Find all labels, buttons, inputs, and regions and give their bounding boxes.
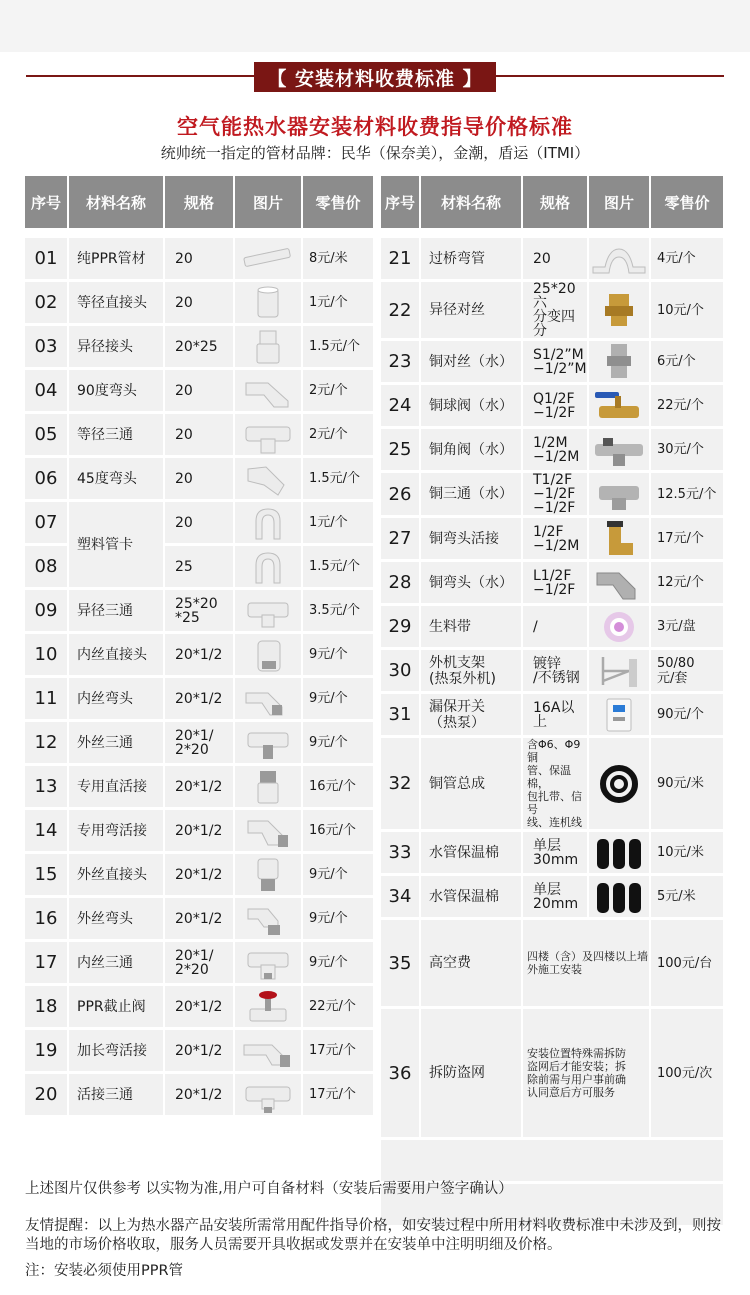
item-picture [235,1030,301,1071]
item-picture [235,810,301,851]
item-spec: 20 [165,282,233,323]
item-number: 32 [381,738,419,829]
bridge-bend-icon [589,239,649,279]
item-spec: 20 [165,370,233,411]
item-name: PPR截止阀 [69,986,163,1027]
table-row [25,282,373,323]
stop-valve-icon [238,987,298,1027]
table-row [381,920,723,1006]
item-number: 17 [25,942,67,983]
item-number: 34 [381,876,419,917]
item-picture [235,722,301,763]
item-name: 异径三通 [69,590,163,631]
item-spec: L1/2F −1/2F [523,562,587,603]
header-price: 零售价 [651,176,723,228]
item-name: 外丝直接头 [69,854,163,895]
item-price: 2元/个 [303,370,373,411]
brass-reducer-icon [589,290,649,330]
copper-tee-icon [589,474,649,514]
long-elbow-union-icon [238,1031,298,1071]
item-number: 04 [25,370,67,411]
item-picture [235,1074,301,1115]
item-number: 11 [25,678,67,719]
item-price: 30元/个 [651,429,723,470]
pipe-clip-icon [238,547,298,587]
table-row [381,650,723,691]
item-spec: 20 [523,238,587,279]
item-picture [235,282,301,323]
item-number: 12 [25,722,67,763]
item-name: 过桥弯管 [421,238,521,279]
item-number: 26 [381,473,419,515]
item-name: 外丝三通 [69,722,163,763]
item-number: 29 [381,606,419,647]
item-number: 05 [25,414,67,455]
table-row [25,414,373,455]
item-price: 1.5元/个 [303,326,373,367]
male-coupling-icon [238,855,298,895]
item-number: 27 [381,518,419,559]
item-number: 01 [25,238,67,279]
table-row [381,429,723,470]
item-name: 专用弯活接 [69,810,163,851]
table-row [381,473,723,515]
item-picture [589,518,649,559]
table-row [25,238,373,279]
item-number: 22 [381,282,419,338]
item-price: 9元/个 [303,722,373,763]
item-picture [235,326,301,367]
item-spec: 含Φ6、Φ9铜 管、保温棉， 包扎带、信号 线、连机线 [523,738,587,829]
item-number: 33 [381,832,419,873]
header-spec: 规格 [523,176,587,228]
item-spec: 20 [165,502,233,543]
ppr-pipe-icon [238,239,298,279]
item-name: 外机支架 (热泵外机) [421,650,521,691]
item-picture [589,562,649,603]
item-name: 铜角阀（水） [421,429,521,470]
item-spec: 四楼（含）及四楼以上墙 外施工安装 [523,920,649,1006]
item-name: 活接三通 [69,1074,163,1115]
item-spec: 20 [165,458,233,499]
footer-reminder: 友情提醒：以上为热水器产品安装所需常用配件指导价格，如安装过程中所用材料收费标准中未涉及到，则按当地的市场价格收取，服务人员需要开具收据或发票并在安装单中注明明细及价格。 [25,1218,721,1253]
item-number: 02 [25,282,67,323]
item-number: 16 [25,898,67,939]
item-picture [589,429,649,470]
elbow-union-icon [238,811,298,851]
item-spec: S1/2”M −1/2”M [523,341,587,382]
item-picture [235,414,301,455]
footer-disclaimer: 上述图片仅供参考 以实物为准,用户可自备材料（安装后需要用户签字确认） [25,1181,513,1197]
item-number: 10 [25,634,67,675]
item-name: 铜弯头活接 [421,518,521,559]
item-price: 8元/米 [303,238,373,279]
item-price: 90元/个 [651,694,723,735]
item-spec: 镀锌 /不锈钢 [523,650,587,691]
item-name: 铜三通（水） [421,473,521,515]
item-number: 30 [381,650,419,691]
item-name: 内丝三通 [69,942,163,983]
tee-icon [238,415,298,455]
item-number: 13 [25,766,67,807]
item-picture [589,282,649,338]
item-spec: 25*20六 分变四分 [523,282,587,338]
item-spec: 16A以上 [523,694,587,735]
item-spec: 20*1/2 [165,898,233,939]
item-name: 外丝弯头 [69,898,163,939]
item-name: 专用直活接 [69,766,163,807]
item-number: 07 [25,502,67,543]
item-spec: 25*20 *25 [165,590,233,631]
top-band [0,0,750,52]
item-picture [235,502,301,543]
item-picture [235,634,301,675]
item-price: 22元/个 [651,385,723,426]
item-name: 生料带 [421,606,521,647]
table-row [25,766,373,807]
item-picture [589,385,649,426]
table-row [25,678,373,719]
item-price: 12.5元/个 [651,473,723,515]
copper-elbow-icon [589,563,649,603]
header-pic: 图片 [589,176,649,228]
item-spec: 20*1/2 [165,810,233,851]
table-row [25,986,373,1027]
item-price: 9元/个 [303,942,373,983]
item-price: 16元/个 [303,810,373,851]
ball-valve-icon [589,386,649,426]
item-price: 90元/米 [651,738,723,829]
item-spec: 20 [165,238,233,279]
item-number: 19 [25,1030,67,1071]
item-price: 4元/个 [651,238,723,279]
item-name: 塑料管卡 [69,502,163,587]
section-banner: 【 安装材料收费标准 】 [254,62,496,92]
item-price: 17元/个 [651,518,723,559]
item-name: 内丝弯头 [69,678,163,719]
item-spec: 25 [165,546,233,587]
header-name: 材料名称 [69,176,163,228]
item-spec: 20*1/ 2*20 [165,722,233,763]
header-spec: 规格 [165,176,233,228]
header-no: 序号 [25,176,67,228]
header-no: 序号 [381,176,419,228]
item-price: 22元/个 [303,986,373,1027]
item-price: 6元/个 [651,341,723,382]
item-picture [235,942,301,983]
header-pic: 图片 [235,176,301,228]
item-name: 水管保温棉 [421,876,521,917]
item-spec: 20*25 [165,326,233,367]
item-picture [589,876,649,917]
item-price: 9元/个 [303,854,373,895]
table-row [381,738,723,829]
table-row [381,341,723,382]
item-spec: 20*1/2 [165,1074,233,1115]
item-spec: 20*1/2 [165,854,233,895]
straight-coupling-icon [238,283,298,323]
item-name: 加长弯活接 [69,1030,163,1071]
bracket-icon [589,651,649,691]
male-elbow-icon [238,899,298,939]
table-row [25,1030,373,1071]
item-number: 18 [25,986,67,1027]
item-name: 等径三通 [69,414,163,455]
item-number: 20 [25,1074,67,1115]
item-number: 28 [381,562,419,603]
item-picture [589,341,649,382]
item-spec: / [523,606,587,647]
item-number: 14 [25,810,67,851]
item-price: 9元/个 [303,898,373,939]
item-picture [235,854,301,895]
elbow-90-icon [238,371,298,411]
item-spec: 1/2F −1/2M [523,518,587,559]
item-picture [589,650,649,691]
item-name: 纯PPR管材 [69,238,163,279]
item-name: 铜球阀（水） [421,385,521,426]
item-spec: 20 [165,414,233,455]
item-picture [589,694,649,735]
header-name: 材料名称 [421,176,521,228]
item-name: 异径接头 [69,326,163,367]
item-number: 21 [381,238,419,279]
male-tee-icon [238,723,298,763]
brand-subtitle: 统帅统一指定的管材品牌：民华（保奈美），金潮，盾运（ITMI） [160,144,590,162]
item-picture [235,370,301,411]
table-row [25,1074,373,1115]
item-picture [235,766,301,807]
footer-note: 注：安装必须使用PPR管 [25,1263,184,1279]
item-spec: 20*1/2 [165,766,233,807]
item-picture [589,238,649,279]
item-number: 08 [25,546,67,587]
item-name: 等径直接头 [69,282,163,323]
item-spec: 单层30mm [523,832,587,873]
item-price: 1元/个 [303,502,373,543]
female-tee-icon [238,943,298,983]
table-row [381,832,723,873]
item-number: 06 [25,458,67,499]
item-name: 拆防盗网 [421,1009,521,1137]
angle-valve-icon [589,430,649,470]
straight-union-icon [238,767,298,807]
table-row [25,502,373,543]
price-table-right [379,173,725,1228]
item-price: 1元/个 [303,282,373,323]
union-tee-icon [238,1075,298,1115]
item-spec: 20*1/2 [165,986,233,1027]
item-spec: T1/2F −1/2F −1/2F [523,473,587,515]
item-spec: 20*1/2 [165,634,233,675]
item-price: 100元/次 [651,1009,723,1137]
item-picture [235,546,301,587]
item-spec: 1/2M −1/2M [523,429,587,470]
item-spec: 20*1/2 [165,1030,233,1071]
table-row [25,326,373,367]
table-row [381,385,723,426]
table-row [381,694,723,735]
item-number: 09 [25,590,67,631]
copper-tube-coil-icon [589,764,649,804]
table-row [25,590,373,631]
item-price: 9元/个 [303,634,373,675]
reducing-tee-icon [238,591,298,631]
item-picture [235,898,301,939]
table-row [25,458,373,499]
elbow-45-icon [238,459,298,499]
item-price: 10元/个 [651,282,723,338]
pipe-clip-icon [238,503,298,543]
item-spec: 20*1/ 2*20 [165,942,233,983]
item-price: 2元/个 [303,414,373,455]
table-row [25,942,373,983]
item-name: 铜管总成 [421,738,521,829]
table-header [25,176,373,228]
item-picture [235,986,301,1027]
item-price: 100元/台 [651,920,723,1006]
item-spec: 20*1/2 [165,678,233,719]
item-picture [235,458,301,499]
reducer-icon [238,327,298,367]
table-row [381,518,723,559]
item-spec: 单层20mm [523,876,587,917]
item-picture [589,738,649,829]
table-row [25,634,373,675]
item-number: 31 [381,694,419,735]
item-picture [235,590,301,631]
item-name: 铜对丝（水） [421,341,521,382]
table-row [381,1009,723,1137]
item-price: 9元/个 [303,678,373,719]
item-number: 15 [25,854,67,895]
item-picture [589,832,649,873]
item-picture [589,473,649,515]
copper-elbow-union-icon [589,519,649,559]
insulation-foam-icon [589,877,649,917]
item-name: 异径对丝 [421,282,521,338]
header-price: 零售价 [303,176,373,228]
item-name: 45度弯头 [69,458,163,499]
empty-row [381,1140,723,1181]
table-row [25,370,373,411]
item-name: 内丝直接头 [69,634,163,675]
item-price: 1.5元/个 [303,546,373,587]
table-row [381,606,723,647]
item-number: 25 [381,429,419,470]
table-row [381,282,723,338]
table-row [25,810,373,851]
item-picture [235,238,301,279]
item-spec: 安装位置特殊需拆防 盗网后才能安装；拆 除前需与用户事前确 认同意后方可服务 [523,1009,649,1137]
table-row [25,722,373,763]
item-price: 50/80 元/套 [651,650,723,691]
empty-cell [381,1140,723,1181]
price-table-left [23,173,375,1118]
item-name: 90度弯头 [69,370,163,411]
item-number: 36 [381,1009,419,1137]
item-price: 3元/盘 [651,606,723,647]
item-number: 35 [381,920,419,1006]
ptfe-tape-icon [589,607,649,647]
item-name: 水管保温棉 [421,832,521,873]
item-number: 23 [381,341,419,382]
table-row [25,898,373,939]
item-number: 03 [25,326,67,367]
table-row [25,854,373,895]
item-picture [235,678,301,719]
female-elbow-icon [238,679,298,719]
leakage-switch-icon [589,695,649,735]
item-price: 16元/个 [303,766,373,807]
item-name: 铜弯头（水） [421,562,521,603]
table-row [381,562,723,603]
item-price: 17元/个 [303,1074,373,1115]
item-name: 漏保开关 （热泵） [421,694,521,735]
item-price: 12元/个 [651,562,723,603]
copper-nipple-icon [589,342,649,382]
item-spec: Q1/2F −1/2F [523,385,587,426]
item-price: 17元/个 [303,1030,373,1071]
item-price: 1.5元/个 [303,458,373,499]
item-price: 3.5元/个 [303,590,373,631]
item-picture [589,606,649,647]
item-number: 24 [381,385,419,426]
item-price: 5元/米 [651,876,723,917]
table-row [381,238,723,279]
page-title: 空气能热水器安装材料收费指导价格标准 [177,115,573,139]
item-price: 10元/米 [651,832,723,873]
item-name: 高空费 [421,920,521,1006]
table-row [381,876,723,917]
female-coupling-icon [238,635,298,675]
insulation-foam-icon [589,833,649,873]
table-header [381,176,723,228]
